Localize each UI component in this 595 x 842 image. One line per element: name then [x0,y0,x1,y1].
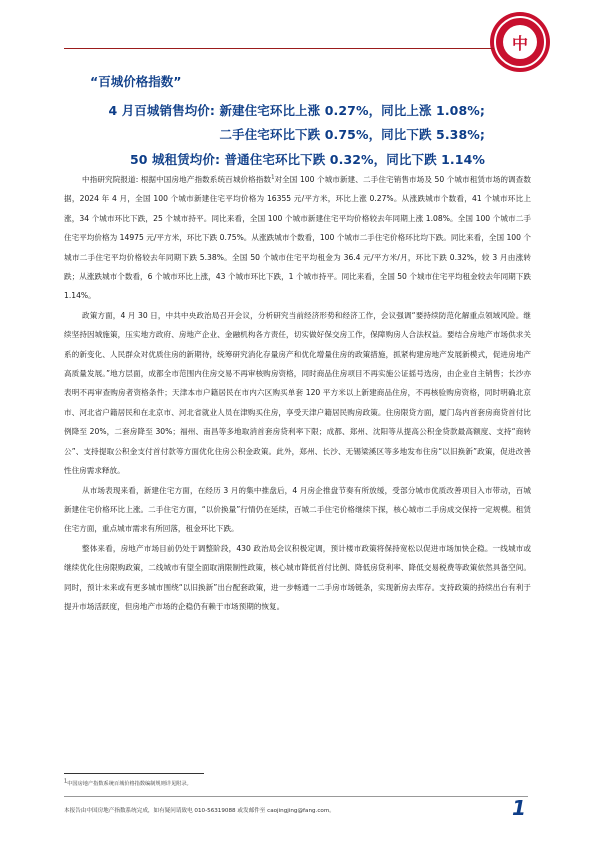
paragraph-text: 政策方面，4 月 30 日，中共中央政治局召开会议，分析研究当前经济形势和经济工作，会议强调“要持续防范化解重点领域风险。继续坚持因城施策，压实地方政府、房地产企业、金融机构各方责任，切实做好保交房工作，保障购房人合法权益。要结合房地产市场供求关系的新变化、人民群众对优质住房的新期待，统筹研究消化存量房产和优化增量住房的政策措施，抓紧构建房地产发展新模式，促进房地产高质量发展。”地方层面，成都全市范围内住房交易不再审核购房资格，同时商品住房项目不再实施公证摇号选房，由企业自主销售；长沙亦表明不再审查购房者资格条件；天津本市户籍居民在市内六区购买单套 120 平方米以上新建商品住房，不再核验购房资格，同时明确北京市、河北省户籍居民和在北京市、河北省就业人员在津购买住房，享受天津户籍居民购房政策。住房限贷方面，厦门岛内首套房商贷首付比例降至 20%，二套房降至 30%；福州、南昌等多地取消首套房贷利率下限；成都、郑州、沈阳等从提高公积金贷款最高额度、支持“商转公”、支持提取公积金支付首付款等方面优化住房公积金政策。此外，郑州、长沙、无锡梁溪区等多地发布住房“以旧换新”政策，促进改善性住房需求释放。 [64,310,531,476]
headline-rental: 50 城租赁均价: 普通住宅环比下跌 0.32%，同比下跌 1.14% [129,152,485,167]
page-number: 1 [512,796,526,820]
paragraph-text: 中指研究院报道: 根据中国房地产指数系统百城价格指数 [82,175,272,184]
paragraph-market [64,481,531,539]
footnote-ref[interactable]: 1 [271,174,275,181]
headline-resale-homes: 二手住宅环比下跌 0.75%，同比下跌 5.38%; [219,127,485,142]
footer-rule [64,796,528,797]
footer-contact: 本报告由中国房地产指数系统完成，如有疑问请致电 010-56319088 或发邮件至 caojingjing@fang.com。 [64,808,335,814]
article-body [64,170,531,616]
footnote [64,780,192,787]
logo-ring [494,16,546,68]
headline-new-homes: 4 月百城销售均价: 新建住宅环比上涨 0.27%，同比上涨 1.08%; [108,103,485,118]
paragraph-outlook [64,539,531,617]
paragraph-text: 从市场表现来看，新建住宅方面，在经历 3 月的集中推盘后，4 月房企推盘节奏有所放缓，受部分城市优质改善项目入市带动，百城新建住宅价格环比上涨。二手住宅方面，“以价换量”行情仍在延续，百城二手住宅价格继续下探，核心城市二手房成交保持一定规模。租赁住宅方面，重点城市需求有所回落，租金环比下跌。 [64,485,531,534]
footnote-marker: 1 [64,778,68,785]
paragraph-policy [64,306,531,481]
header-rule [64,48,494,49]
logo-mark: 中 [503,25,537,59]
section-title: “百城价格指数” [90,74,182,89]
logo [490,12,550,72]
paragraph-text: 对全国 100 个城市新建、二手住宅销售市场及 50 个城市租赁市场的调查数据，2024 年 4 月，全国 100 个城市新建住宅平均价格为 16355 元/平方米，环比上涨 0.27%。从涨跌城市个数看，41 个城市环比上涨，34 个城市环比下跌，25 个城市持平。同比来看，全国 100 个城市新建住宅平均价格较去年同期上涨 1.08%。全国 100 个城市二手住宅平均价格为 14975 元/平方米，环比下跌 0.75%。从涨跌城市个数看，100 个城市二手住宅价格环比均下跌。同比来看，全国 100 个城市二手住宅平均价格较去年同期下跌 5.38%。全国 50 个城市住宅平均租金为 36.4 元/平方米/月，环比下跌 0.32%，较 3 月由涨转跌；从涨跌城市个数看，6 个城市环比上涨，43 个城市环比下跌，1 个城市持平。同比来看，全国 50 个城市住宅平均租金较去年同期下跌 1.14%。 [64,175,531,301]
footnote-rule [64,773,204,774]
paragraph-summary [64,170,531,306]
footnote-text: 中国房地产指数系统百城价格指数编制规则详见附录。 [67,781,192,787]
paragraph-text: 整体来看，房地产市场目前仍处于调整阶段，430 政治局会议积极定调，预计楼市政策将保持宽松以促进市场加快企稳。一线城市或继续优化住房限购政策，二线城市有望全面取消限制性政策，核心城市降低首付比例、降低房贷利率、降低交易税费等政策依然具备空间。同时，预计未来或有更多城市围绕“以旧换新”出台配套政策，进一步畅通一二手房市场链条，实现新房去库存。支持政策的持续出台有利于提升市场活跃度，但房地产市场的企稳仍有赖于市场预期的恢复。 [64,543,531,611]
